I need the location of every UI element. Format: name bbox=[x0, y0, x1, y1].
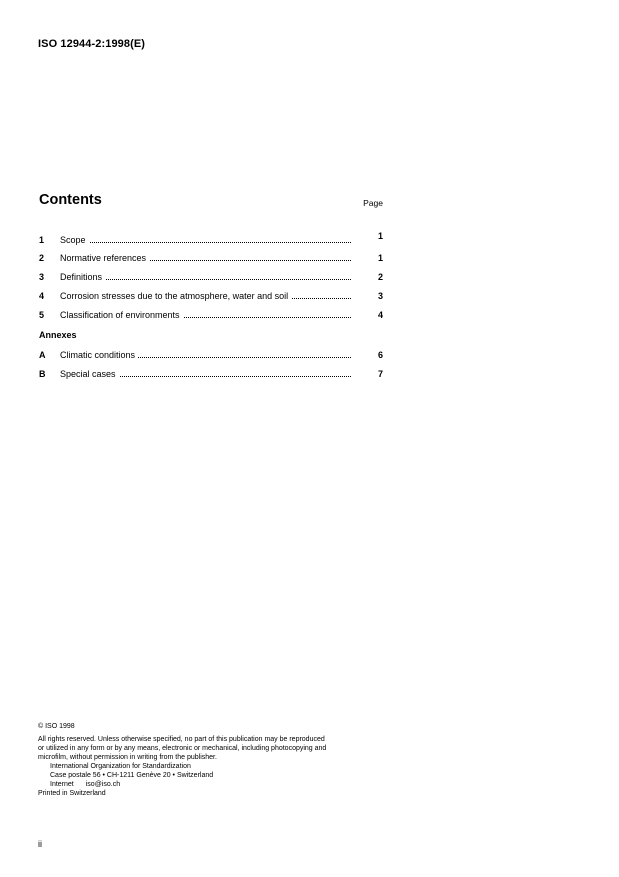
toc-entry-page: 3 bbox=[377, 291, 383, 301]
page-column-label: Page bbox=[363, 198, 383, 208]
organization-name: International Organization for Standardization bbox=[50, 763, 191, 770]
toc-entry-title: Normative references bbox=[60, 252, 351, 264]
toc-entry-number: 4 bbox=[39, 291, 45, 301]
rights-text-line: All rights reserved. Unless otherwise specified, no part of this publication may be reproduced bbox=[38, 736, 325, 743]
toc-entry-page: 2 bbox=[377, 272, 383, 282]
toc-entry-number: 1 bbox=[39, 235, 45, 245]
document-header: ISO 12944-2:1998(E) bbox=[38, 38, 146, 50]
printed-location: Printed in Switzerland bbox=[38, 790, 106, 797]
toc-entry-1[interactable] bbox=[39, 231, 383, 246]
page-number: ii bbox=[38, 839, 42, 849]
toc-entry-title: Definitions bbox=[60, 271, 351, 283]
toc-entry-4[interactable] bbox=[39, 290, 383, 302]
toc-entry-title: Scope bbox=[60, 234, 351, 246]
toc-entry-number: 2 bbox=[39, 253, 45, 263]
toc-entry-title: Corrosion stresses due to the atmosphere, water and soil bbox=[60, 290, 351, 302]
toc-entry-annex-b[interactable] bbox=[39, 368, 383, 380]
rights-text-line: or utilized in any form or by any means, electronic or mechanical, including photocopying and bbox=[38, 745, 327, 752]
copyright-notice: © ISO 1998 bbox=[38, 723, 75, 730]
toc-entry-annex-a[interactable] bbox=[39, 349, 383, 361]
internet-contact bbox=[38, 780, 384, 789]
annexes-heading: Annexes bbox=[39, 330, 77, 340]
toc-entry-title: Special cases bbox=[60, 368, 351, 380]
toc-entry-2[interactable] bbox=[39, 252, 383, 264]
toc-entry-page: 7 bbox=[377, 369, 383, 379]
rights-text-line: microfilm, without permission in writing from the publisher. bbox=[38, 754, 217, 761]
toc-entry-page: 1 bbox=[377, 231, 383, 241]
toc-entry-5[interactable] bbox=[39, 309, 383, 321]
toc-entry-page: 6 bbox=[377, 350, 383, 360]
toc-entry-page: 1 bbox=[377, 253, 383, 263]
toc-entry-title: Climatic conditions bbox=[60, 349, 351, 361]
toc-entry-number: B bbox=[39, 369, 46, 379]
internet-email[interactable]: iso@iso.ch bbox=[85, 781, 121, 788]
toc-entry-3[interactable] bbox=[39, 271, 383, 283]
postal-address: Case postale 56 • CH-1211 Genève 20 • Switzerland bbox=[50, 772, 214, 779]
toc-entry-title: Classification of environments bbox=[60, 309, 351, 321]
toc-entry-number: A bbox=[39, 350, 46, 360]
toc-entry-page: 4 bbox=[377, 310, 383, 320]
toc-entry-number: 3 bbox=[39, 272, 45, 282]
toc-entry-number: 5 bbox=[39, 310, 45, 320]
internet-label: Internet bbox=[50, 781, 74, 788]
contents-title: Contents bbox=[39, 192, 102, 208]
copyright-block bbox=[38, 722, 384, 798]
